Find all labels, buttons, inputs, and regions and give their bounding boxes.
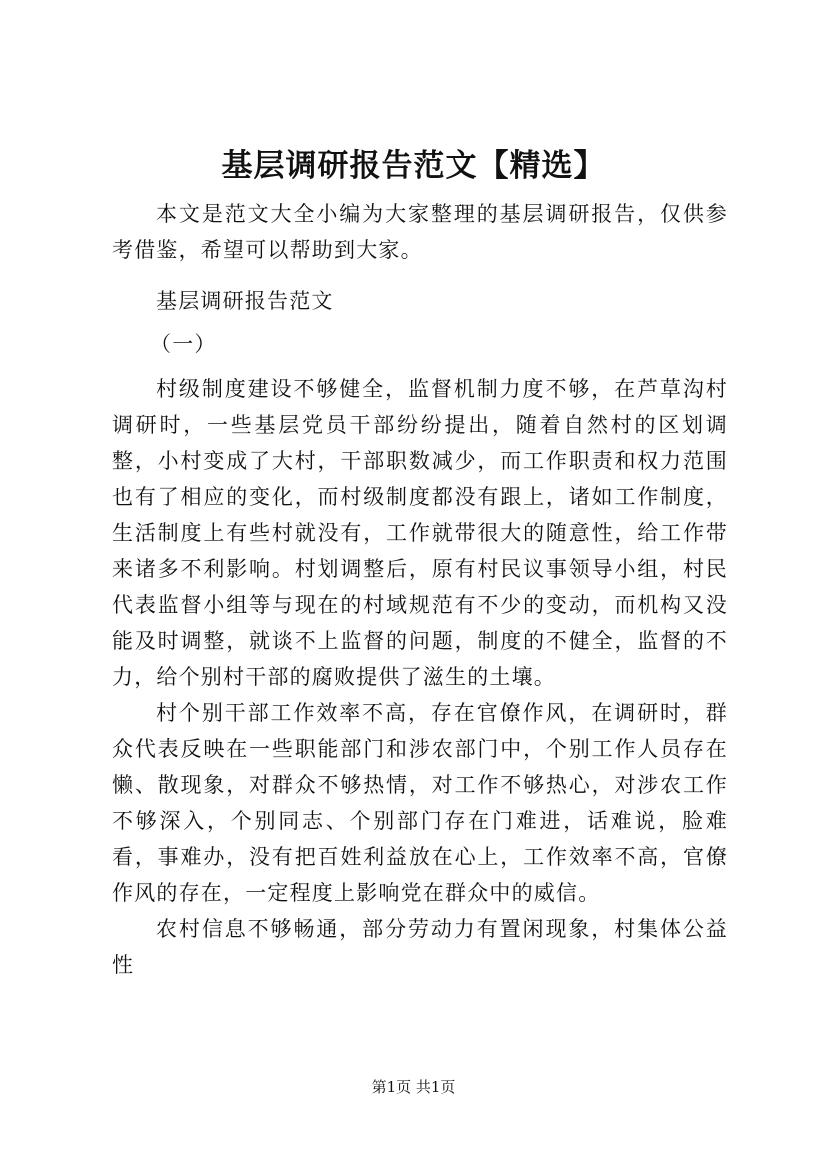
document-subtitle: 基层调研报告范文	[156, 289, 334, 313]
body-paragraph: 村个别干部工作效率不高，存在官僚作风，在调研时，群众代表反映在一些职能部门和涉农部门中，个别工作人员存在懒、散现象，对群众不够热情，对工作不够热心，对涉农工作不够深入，个别同志、个别部门存在门难进，话难说，脸难看，事难办，没有把百姓利益放在心上，工作效率不高，官僚作风的存在，一定程度上影响党在群众中的威信。	[112, 701, 728, 905]
intro-paragraph: 本文是范文大全小编为大家整理的基层调研报告，仅供参考借鉴，希望可以帮助到大家。	[112, 202, 728, 262]
body-paragraph: 农村信息不够畅通，部分劳动力有置闲现象，村集体公益性	[112, 917, 728, 977]
document-title: 基层调研报告范文【精选】	[221, 148, 606, 184]
section-number: （一）	[150, 332, 217, 356]
body-paragraph: 村级制度建设不够健全，监督机制力度不够，在芦草沟村调研时，一些基层党员干部纷纷提出，随着自然村的区划调整，小村变成了大村，干部职数减少，而工作职责和权力范围也有了相应的变化，而村级制度都没有跟上，诸如工作制度，生活制度上有些村就没有，工作就带很大的随意性，给工作带来诸多不利影响。村划调整后，原有村民议事领导小组，村民代表监督小组等与现在的村域规范有不少的变动，而机构又没能及时调整，就谈不上监督的问题，制度的不健全，监督的不力，给个别村干部的腐败提供了滋生的土壤。	[112, 377, 728, 689]
page-footer: 第1页 共1页	[371, 1078, 456, 1096]
document-body	[112, 196, 728, 983]
